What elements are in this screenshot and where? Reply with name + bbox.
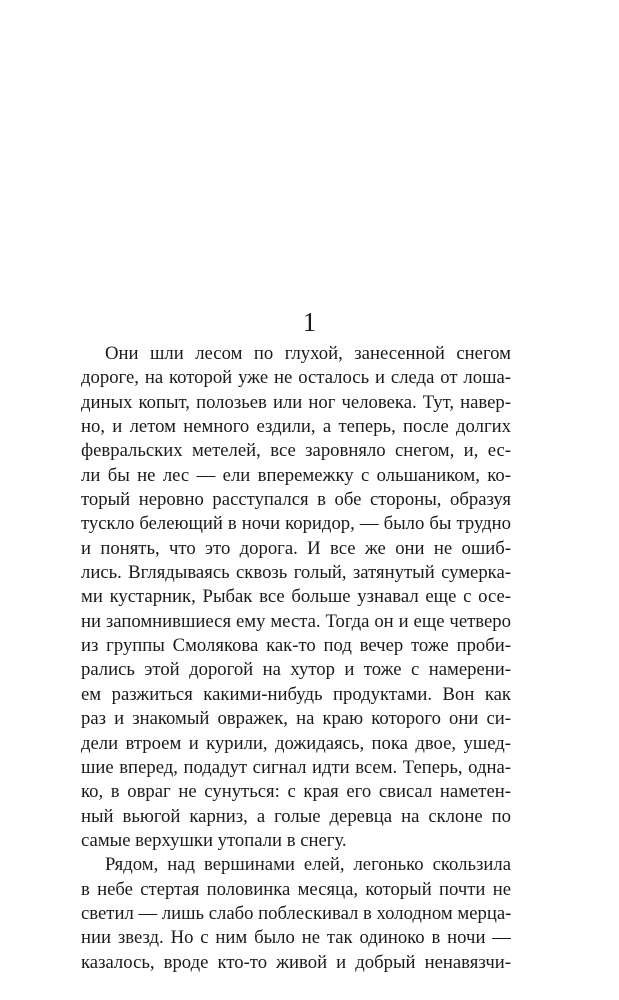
paragraph-line: светил — лишь слабо поблескивал в холодном мерца-: [81, 902, 511, 924]
paragraph-line: рались этой дорогой на хутор и тоже с намерени-: [81, 659, 511, 681]
paragraph-line: диных копыт, полозьев или ног человека. Тут, навер-: [81, 391, 511, 413]
paragraph-line: лись. Вглядываясь сквозь голый, затянутый сумерка-: [81, 562, 511, 584]
paragraph-line: торый неровно расступался в обе стороны, образуя: [81, 489, 511, 511]
paragraph-line: ли бы не лес — ели вперемежку с ольшаником, ко-: [81, 464, 511, 486]
paragraph-line: в небе стертая половинка месяца, который почти не: [81, 878, 511, 900]
paragraph-line: шие вперед, подадут сигнал идти всем. Теперь, одна-: [81, 756, 511, 778]
paragraph-line: февральских метелей, все заровняло снегом, и, ес-: [81, 440, 511, 462]
paragraph-line: казалось, вроде кто-то живой и добрый ненавязчи-: [81, 951, 511, 973]
paragraph-line: и понять, что это дорога. И все же они не ошиб-: [81, 537, 511, 559]
paragraph-line: Они шли лесом по глухой, занесенной снегом: [105, 343, 511, 364]
paragraph-line: ем разжиться какими-нибудь продуктами. Вон как: [81, 683, 511, 705]
paragraph-line: но, и летом немного ездили, а теперь, после долгих: [81, 416, 511, 438]
paragraph-line: Рядом, над вершинами елей, легонько скользила: [105, 854, 511, 876]
paragraph-line: нии звезд. Но с ним было не так одиноко в ночи —: [81, 927, 511, 949]
chapter-number: 1: [302, 307, 317, 337]
chapter-text: [81, 342, 511, 975]
paragraph-line: ни запомнившиеся ему места. Тогда он и еще четверо: [81, 610, 511, 632]
paragraph-line: тускло белеющий в ночи коридор, — было бы трудно: [81, 513, 511, 535]
paragraph-line: ми кустарник, Рыбак все больше узнавал еще с осе-: [81, 586, 511, 608]
paragraph-line: самые верхушки утопали в снегу.: [81, 829, 347, 851]
paragraph-line: ко, в овраг не сунуться: с края его свисал наметен-: [81, 781, 511, 803]
paragraph-line: ный вьюгой карниз, а голые деревца на склоне по: [81, 805, 511, 827]
paragraph-line: дели втроем и курили, дожидаясь, пока двое, ушед-: [81, 732, 511, 754]
paragraph-line: из группы Смолякова как-то под вечер тоже проби-: [81, 635, 511, 657]
paragraph-line: раз и знакомый овражек, на краю которого они си-: [81, 708, 511, 730]
paragraph-line: дороге, на которой уже не осталось и следа от лоша-: [81, 367, 511, 389]
